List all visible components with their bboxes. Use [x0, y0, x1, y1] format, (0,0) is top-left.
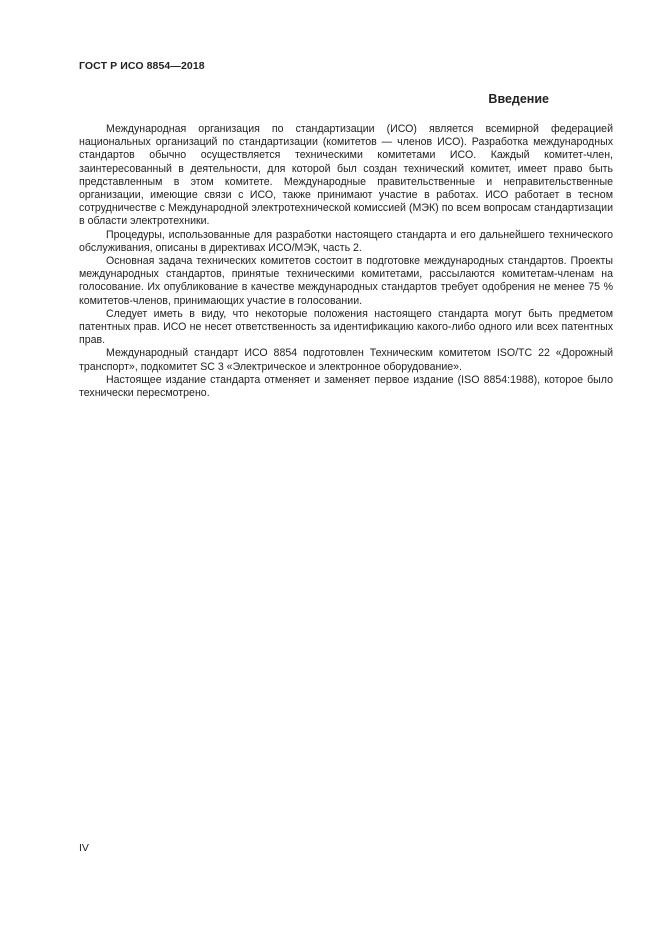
paragraph-procedures: Процедуры, использованные для разработки настоящего стандарта и его дальнейшего технического обслуживания, описаны в директивах ИСО/МЭК, часть 2.: [79, 228, 613, 254]
paragraph-iso-organization: Международная организация по стандартизации (ИСО) является всемирной федерацией национальных организаций по стандартизации (комитетов — членов ИСО). Разработка международных стандартов обычно осуществляется техническими комитетами ИСО. Каждый комитет-член, заинтересованный в деятельности, для которой был создан технический комитет, имеет право быть представленным в этом комитете. Международные правительственные и неправительственные организации, имеющие связи с ИСО, также принимают участие в работах. ИСО работает в тесном сотрудничестве с Международной электротехнической комиссией (МЭК) по всем вопросам стандартизации в области электротехники.: [79, 123, 613, 228]
paragraph-patent-rights: Следует иметь в виду, что некоторые положения настоящего стандарта могут быть предметом патентных прав. ИСО не несет ответственность за идентификацию какого-либо одного или всех патентных прав.: [79, 307, 613, 347]
section-title: Введение: [488, 92, 549, 106]
page-number: IV: [79, 842, 89, 854]
paragraph-edition-replacement: Настоящее издание стандарта отменяет и заменяет первое издание (ISO 8854:1988), которое было технически пересмотрено.: [79, 373, 613, 400]
document-header: ГОСТ Р ИСО 8854—2018: [79, 60, 205, 72]
paragraph-technical-committees: Основная задача технических комитетов состоит в подготовке международных стандартов. Проекты международных стандартов, принятые техническими комитетами, рассылаются комитетам-членам на голосование. Их опубликование в качестве международных стандартов требует одобрения не менее 75 % комитетов-членов, принимающих участие в голосовании.: [79, 255, 613, 307]
paragraph-prepared-by: Международный стандарт ИСО 8854 подготовлен Техническим комитетом ISO/TC 22 «Дорожный транспорт», подкомитет SC 3 «Электрическое и электронное оборудование».: [79, 347, 613, 373]
introduction-body: [79, 123, 613, 400]
